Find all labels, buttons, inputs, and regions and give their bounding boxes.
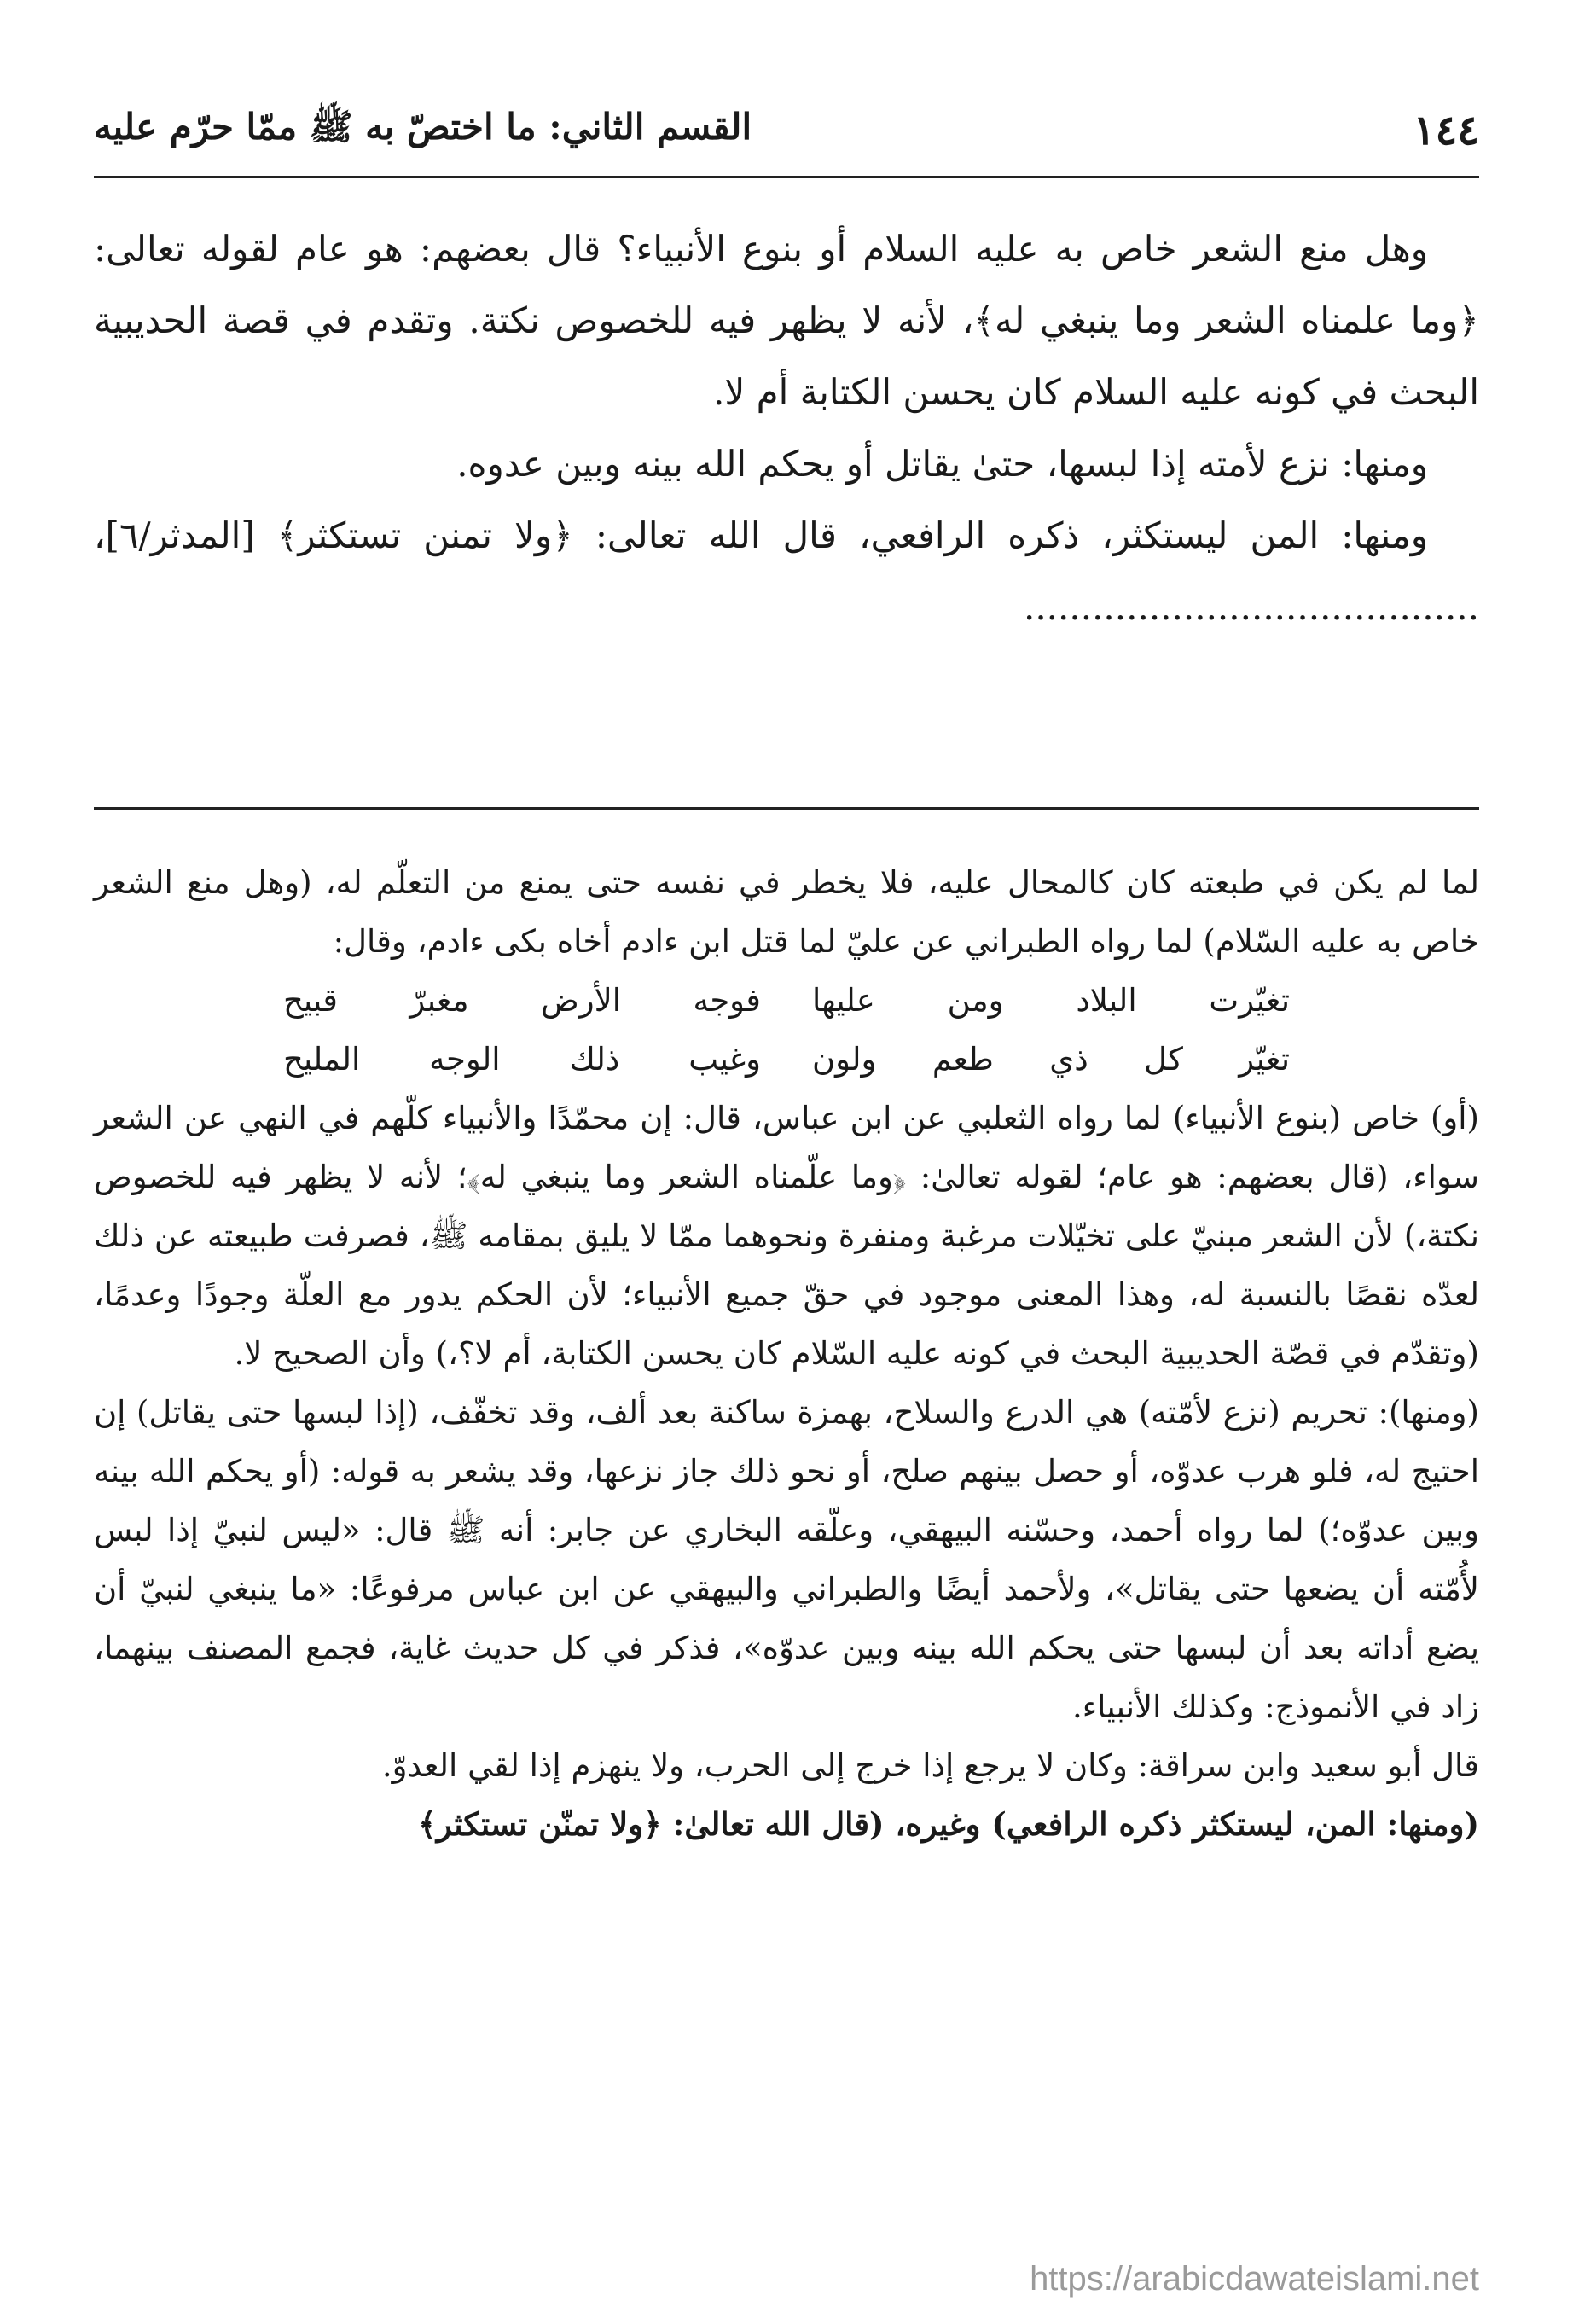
poem-line-1 xyxy=(94,971,1479,1030)
commentary-separator xyxy=(94,807,1479,810)
running-title: القسم الثاني: ما اختصّ به ﷺ ممّا حرّم عليه xyxy=(94,105,752,148)
page-header xyxy=(94,101,1479,160)
commentary xyxy=(94,853,1479,1854)
watermark-url: https://arabicdawateislami.net xyxy=(1030,2260,1479,2298)
commentary-paragraph-3: (ومنها): تحريم (نزع لأمّته) هي الدرع والسلاح، بهمزة ساكنة بعد ألف، وقد تخفّف، (إذا لبسها حتى يقاتل) إن احتيج له، فلو هرب عدوّه، أو حصل بينهم صلح، أو نحو ذلك جاز نزعها، وقد يشعر به قوله: (أو يحكم الله بينه وبين عدوّه؛) لما رواه أحمد، وحسّنه البيهقي، وعلّقه البخاري عن جابر: أنه ﷺ قال: «ليس لنبيّ إذا لبس لأُمّته أن يضعها حتى يقاتل»، ولأحمد أيضًا والطبراني والبيهقي عن ابن عباس مرفوعًا: «ما ينبغي لنبيّ أن يضع أداته بعد أن لبسها حتى يحكم الله بينه وبين عدوّه»، فذكر في كل حديث غاية، فجمع المصنف بينهما، زاد في الأنموذج: وكذلك الأنبياء. xyxy=(94,1394,1479,1725)
main-paragraph-3 xyxy=(94,500,1479,643)
header-rule xyxy=(94,176,1479,178)
verse-hemistich: وغيب ذلك الوجه المليح xyxy=(283,1041,761,1078)
commentary-paragraph-5: (ومنها: المن، ليستكثر ذكره الرافعي) وغيره، (قال الله تعالىٰ: ﴿ولا تمنّن تستكثر﴾ xyxy=(418,1805,1479,1843)
commentary-paragraph-1: لما لم يكن في طبعته كان كالمحال عليه، فلا يخطر في نفسه حتى يمنع من التعلّم له، (وهل منع الشعر خاص به عليه السّلام) لما رواه الطبراني عن عليّ لما قتل ابن ءادم أخاه بكى ءادم، وقال: xyxy=(94,864,1479,960)
commentary-paragraph-2: (أو) خاص (بنوع الأنبياء) لما رواه الثعلبي عن ابن عباس، قال: إن محمّدًا والأنبياء كلّهم في النهي عن الشعر سواء، (قال بعضهم: هو عام؛ لقوله تعالىٰ: ﴿وما علّمناه الشعر وما ينبغي له﴾؛ لأنه لا يظهر فيه للخصوص نكتة،) لأن الشعر مبنيّ على تخيّلات مرغبة ومنفرة ونحوهما ممّا لا يليق بمقامه ﷺ، فصرفت طبيعته عن ذلك لعدّه نقصًا بالنسبة له، وهذا المعنى موجود في حقّ جميع الأنبياء؛ لأن الحكم يدور مع العلّة وجودًا وعدمًا، (وتقدّم في قصّة الحديبية البحث في كونه عليه السّلام كان يحسن الكتابة، أم لا؟،) وأن الصحيح لا. xyxy=(94,1100,1479,1372)
main-paragraph-2: ومنها: نزع لأمته إذا لبسها، حتىٰ يقاتل أو يحكم الله بينه وبين عدوه. xyxy=(456,443,1428,485)
main-text xyxy=(94,213,1479,643)
main-paragraph-1: وهل منع الشعر خاص به عليه السلام أو بنوع الأنبياء؟ قال بعضهم: هو عام لقوله تعالى: ﴿وما علمناه الشعر وما ينبغي له﴾، لأنه لا يظهر فيه للخصوص نكتة. وتقدم في قصة الحديبية البحث في كونه عليه السلام كان يحسن الكتابة أم لا. xyxy=(94,228,1479,413)
main-paragraph-3-text: ومنها: المن ليستكثر، ذكره الرافعي، قال الله تعالى: ﴿ولا تمنن تستكثر﴾ [المدثر/٦]، xyxy=(94,514,1428,556)
page-number: ١٤٤ xyxy=(1413,107,1479,154)
continuation-dots: ........................................ xyxy=(1023,586,1479,628)
verse-hemistich: تغيّر كل ذي طعم ولون xyxy=(812,1041,1290,1078)
verse-hemistich: تغيّرت البلاد ومن عليها xyxy=(812,982,1290,1019)
poem-line-2 xyxy=(94,1030,1479,1089)
commentary-paragraph-4: قال أبو سعيد وابن سراقة: وكان لا يرجع إذا خرج إلى الحرب، ولا ينهزم إذا لقي العدوّ. xyxy=(381,1747,1479,1784)
verse-hemistich: فوجه الأرض مغبرّ قبيح xyxy=(283,982,761,1019)
